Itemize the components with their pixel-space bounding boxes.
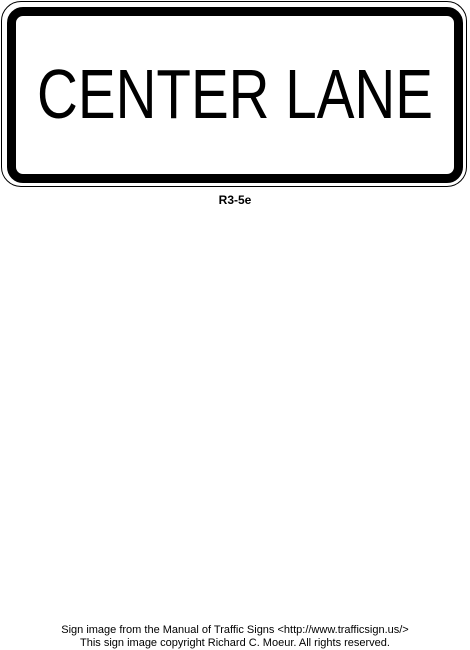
footer-copyright-line: This sign image copyright Richard C. Moeur. All rights reserved. [80,637,390,649]
footer-source-line: Sign image from the Manual of Traffic Signs <http://www.trafficsign.us/> [61,624,409,636]
sign-legend-text: CENTER LANE [37,55,433,133]
sign-legend-svg [0,0,470,190]
footer-credits [0,624,470,650]
sign-code-label: R3-5e [218,193,252,207]
